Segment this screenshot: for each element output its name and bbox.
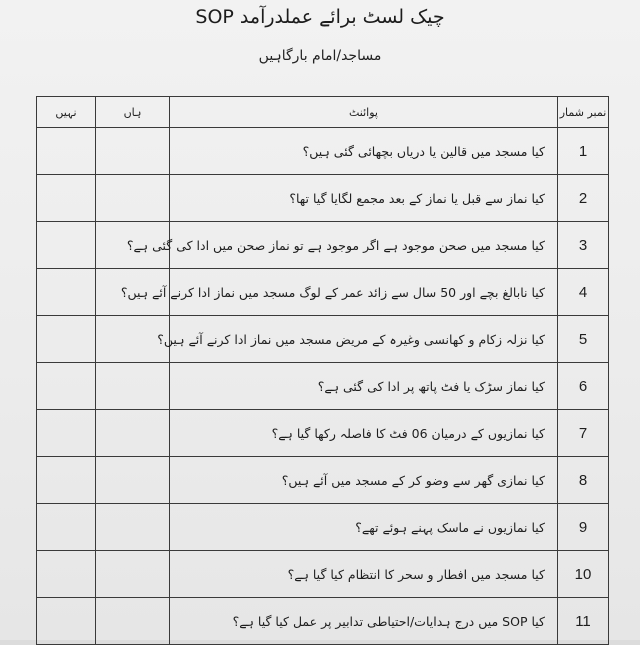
yes-cell[interactable] <box>96 551 170 598</box>
row-number: 7 <box>558 410 609 457</box>
table-row <box>37 551 609 598</box>
no-cell[interactable] <box>37 175 96 222</box>
table-row <box>37 410 609 457</box>
row-number: 3 <box>558 222 609 269</box>
no-cell[interactable] <box>37 363 96 410</box>
row-point <box>170 504 558 551</box>
row-point <box>170 175 558 222</box>
row-point <box>120 269 558 316</box>
yes-cell[interactable] <box>96 175 170 222</box>
checklist-table <box>36 96 609 645</box>
table-header-row <box>37 97 609 128</box>
yes-cell[interactable] <box>96 598 170 645</box>
no-cell[interactable] <box>37 598 96 645</box>
row-number: 4 <box>558 269 609 316</box>
no-cell[interactable] <box>37 222 96 269</box>
question-text: کیا SOP میں درج ہدایات/احتیاطی تدابیر پر عمل کیا گیا ہے؟ <box>232 613 545 629</box>
yes-cell[interactable] <box>96 457 170 504</box>
question-text: کیا نزلہ زکام و کھانسی وغیرہ کے مریض مسجد میں نماز ادا کرنے آئے ہیں؟ <box>157 331 545 347</box>
row-number: 8 <box>558 457 609 504</box>
table-row <box>37 457 609 504</box>
table-row <box>37 363 609 410</box>
table-row <box>37 269 609 316</box>
row-point <box>126 222 558 269</box>
question-text: کیا نمازی گھر سے وضو کر کے مسجد میں آئے ہیں؟ <box>281 472 545 488</box>
row-point <box>170 363 558 410</box>
no-cell[interactable] <box>37 504 96 551</box>
row-point <box>170 410 558 457</box>
no-cell[interactable] <box>37 551 96 598</box>
question-text: کیا نمازیوں کے درمیان 06 فٹ کا فاصلہ رکھا گیا ہے؟ <box>271 425 545 441</box>
row-point <box>157 316 558 363</box>
no-cell[interactable] <box>37 410 96 457</box>
document-title: چیک لسٹ برائے عملدرآمد SOP <box>195 6 445 28</box>
row-point <box>170 598 558 645</box>
header-point: پوائنٹ <box>170 97 558 128</box>
question-text: کیا نمازیوں نے ماسک پہنے ہوئے تھے؟ <box>355 519 545 535</box>
question-text: کیا نماز سے قبل یا نماز کے بعد مجمع لگایا گیا تھا؟ <box>289 190 545 206</box>
no-cell[interactable] <box>37 128 96 175</box>
row-number: 1 <box>558 128 609 175</box>
row-point <box>170 551 558 598</box>
question-text: کیا مسجد میں افطار و سحر کا انتظام کیا گیا ہے؟ <box>287 566 545 582</box>
no-cell[interactable] <box>37 457 96 504</box>
row-number: 11 <box>558 598 609 645</box>
table-row <box>37 504 609 551</box>
no-cell[interactable] <box>37 316 96 363</box>
question-text: کیا نماز سڑک یا فٹ پاتھ پر ادا کی گئی ہے؟ <box>317 378 545 394</box>
yes-cell[interactable] <box>96 128 170 175</box>
row-number: 2 <box>558 175 609 222</box>
yes-cell[interactable] <box>96 410 170 457</box>
table-row <box>37 316 609 363</box>
question-text: کیا مسجد میں قالین یا دریاں بچھائی گئی ہیں؟ <box>302 143 545 159</box>
table-row <box>37 175 609 222</box>
row-point <box>170 457 558 504</box>
question-text: کیا مسجد میں صحن موجود ہے اگر موجود ہے تو نماز صحن میں ادا کی گئی ہے؟ <box>126 237 545 253</box>
question-text: کیا نابالغ بچے اور 50 سال سے زائد عمر کے لوگ مسجد میں نماز ادا کرنے آئے ہیں؟ <box>120 284 545 300</box>
yes-cell[interactable] <box>96 504 170 551</box>
table-row <box>37 128 609 175</box>
header-number: نمبر شمار <box>558 97 609 128</box>
table-row <box>37 222 609 269</box>
header-yes: ہاں <box>96 97 170 128</box>
row-number: 5 <box>558 316 609 363</box>
row-number: 6 <box>558 363 609 410</box>
row-number: 9 <box>558 504 609 551</box>
row-point <box>170 128 558 175</box>
yes-cell[interactable] <box>96 363 170 410</box>
table-row <box>37 598 609 645</box>
header-no: نہیں <box>37 97 96 128</box>
no-cell[interactable] <box>37 269 96 316</box>
document-subtitle: مساجد/امام بارگاہیں <box>258 48 382 64</box>
row-number: 10 <box>558 551 609 598</box>
